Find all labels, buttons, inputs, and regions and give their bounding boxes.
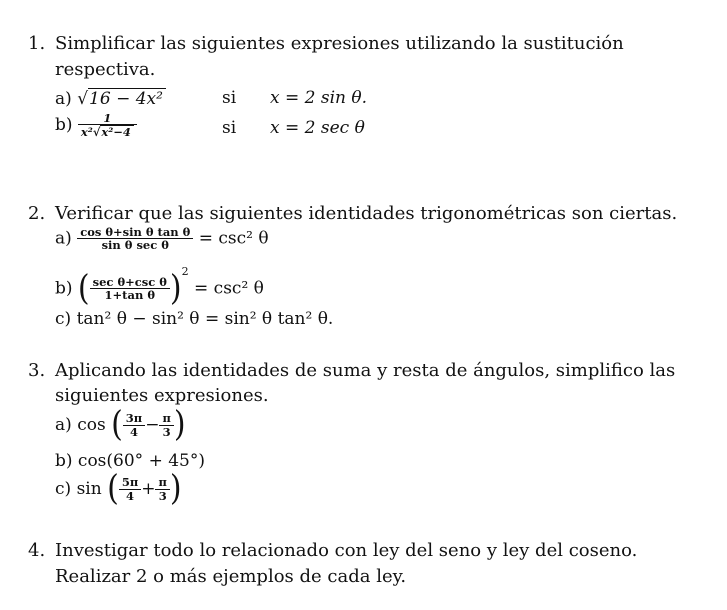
q2-b-label: b) [55,278,73,299]
q3-c-numerator2: π [155,476,169,489]
q2-a-denominator: sin θ sec θ [101,238,169,253]
q2-item-b [55,265,264,309]
q2-a-fraction [77,226,193,251]
q2-b-denominator: 1+tan θ [104,288,155,302]
q3-a-fraction2 [159,412,173,437]
q3-b-label: b) [55,451,73,471]
q1-text-line1: Simplificar las siguientes expresiones utilizando la sustitución [55,33,624,54]
q3-a-numerator1: 3π [123,412,145,425]
q1-b-den-root-symbol: √ [92,125,101,140]
q3-c-operator: + [141,479,156,499]
q2-c-label: c) [55,309,72,329]
q2-b-exponent: 2 [181,265,189,278]
q3-a-operator: − [145,415,160,435]
q3-a-denominator1: 4 [130,424,139,439]
q2-a-rhs: = csc² θ [198,228,269,249]
q2-a-numerator: cos θ+sin θ tan θ [77,226,193,239]
q1-item-a [55,88,166,109]
q3-c-denominator1: 4 [126,488,135,503]
q2-a-label: a) [55,228,72,249]
q3-a-numerator2: π [159,412,173,425]
q3-number: 3. [28,360,46,381]
q4-text-line1: Investigar todo lo relacionado con ley del seno y ley del coseno. [55,540,638,561]
q3-a-function: cos [77,415,106,435]
q1-b-fraction [78,112,137,138]
q3-a-open-paren: ( [111,404,123,445]
q1-a-si: si [222,88,237,108]
q3-item-a [55,404,186,445]
q1-b-si: si [222,118,237,138]
q3-a-label: a) [55,415,72,435]
q1-a-label: a) [55,89,72,109]
q2-b-numerator: sec θ+csc θ [90,276,170,289]
q3-a-denominator2: 3 [162,424,171,439]
q1-b-condition: x = 2 sec θ [270,118,365,138]
q2-c-expression: tan² θ − sin² θ = sin² θ tan² θ. [76,309,334,329]
q3-c-denominator2: 3 [158,488,167,503]
q1-b-numerator: 1 [78,112,137,125]
q1-a-condition: x = 2 sin θ. [270,88,368,108]
q1-b-label: b) [55,115,73,136]
q3-c-function: sin [76,479,102,499]
q1-b-denominator [78,125,137,138]
q3-c-fraction2 [155,476,169,501]
q3-text-line1: Aplicando las identidades de suma y resta de ángulos, simplifico las [55,360,676,381]
q2-b-close-paren: ) [169,267,182,309]
q2-b-open-paren: ( [77,267,90,309]
q1-text-line2: respectiva. [55,59,156,80]
q3-a-close-paren: ) [173,404,186,445]
q1-a-expression [77,89,166,109]
q3-item-b [55,451,205,471]
q4-text-line2: Realizar 2 o más ejemplos de cada ley. [55,566,407,587]
q1-b-den-prefix: x² [80,125,93,140]
q3-a-fraction1 [123,412,145,437]
q1-item-b [55,112,137,138]
q1-b-den-radicand: x²−4 [100,125,134,138]
q4-number: 4. [28,540,46,561]
q3-c-numerator1: 5π [119,476,141,489]
q3-c-label: c) [55,479,72,499]
q3-c-fraction1 [119,476,141,501]
q2-item-a [55,226,269,251]
q3-b-expression: cos(60° + 45°) [77,451,205,471]
q2-b-rhs: = csc² θ [194,278,264,299]
q1-a-radicand: 16 − 4x² [88,88,166,109]
q1-a-root-symbol: √ [77,89,89,109]
q2-number: 2. [28,203,46,224]
q2-item-c [55,309,333,329]
q2-b-fraction [90,276,170,301]
q3-c-open-paren: ( [107,468,119,509]
q3-item-c [55,468,182,509]
q1-number: 1. [28,33,46,54]
q3-c-close-paren: ) [169,468,182,509]
q2-text-line1: Verificar que las siguientes identidades trigonométricas son ciertas. [55,203,678,224]
q3-text-line2: siguientes expresiones. [55,385,269,406]
